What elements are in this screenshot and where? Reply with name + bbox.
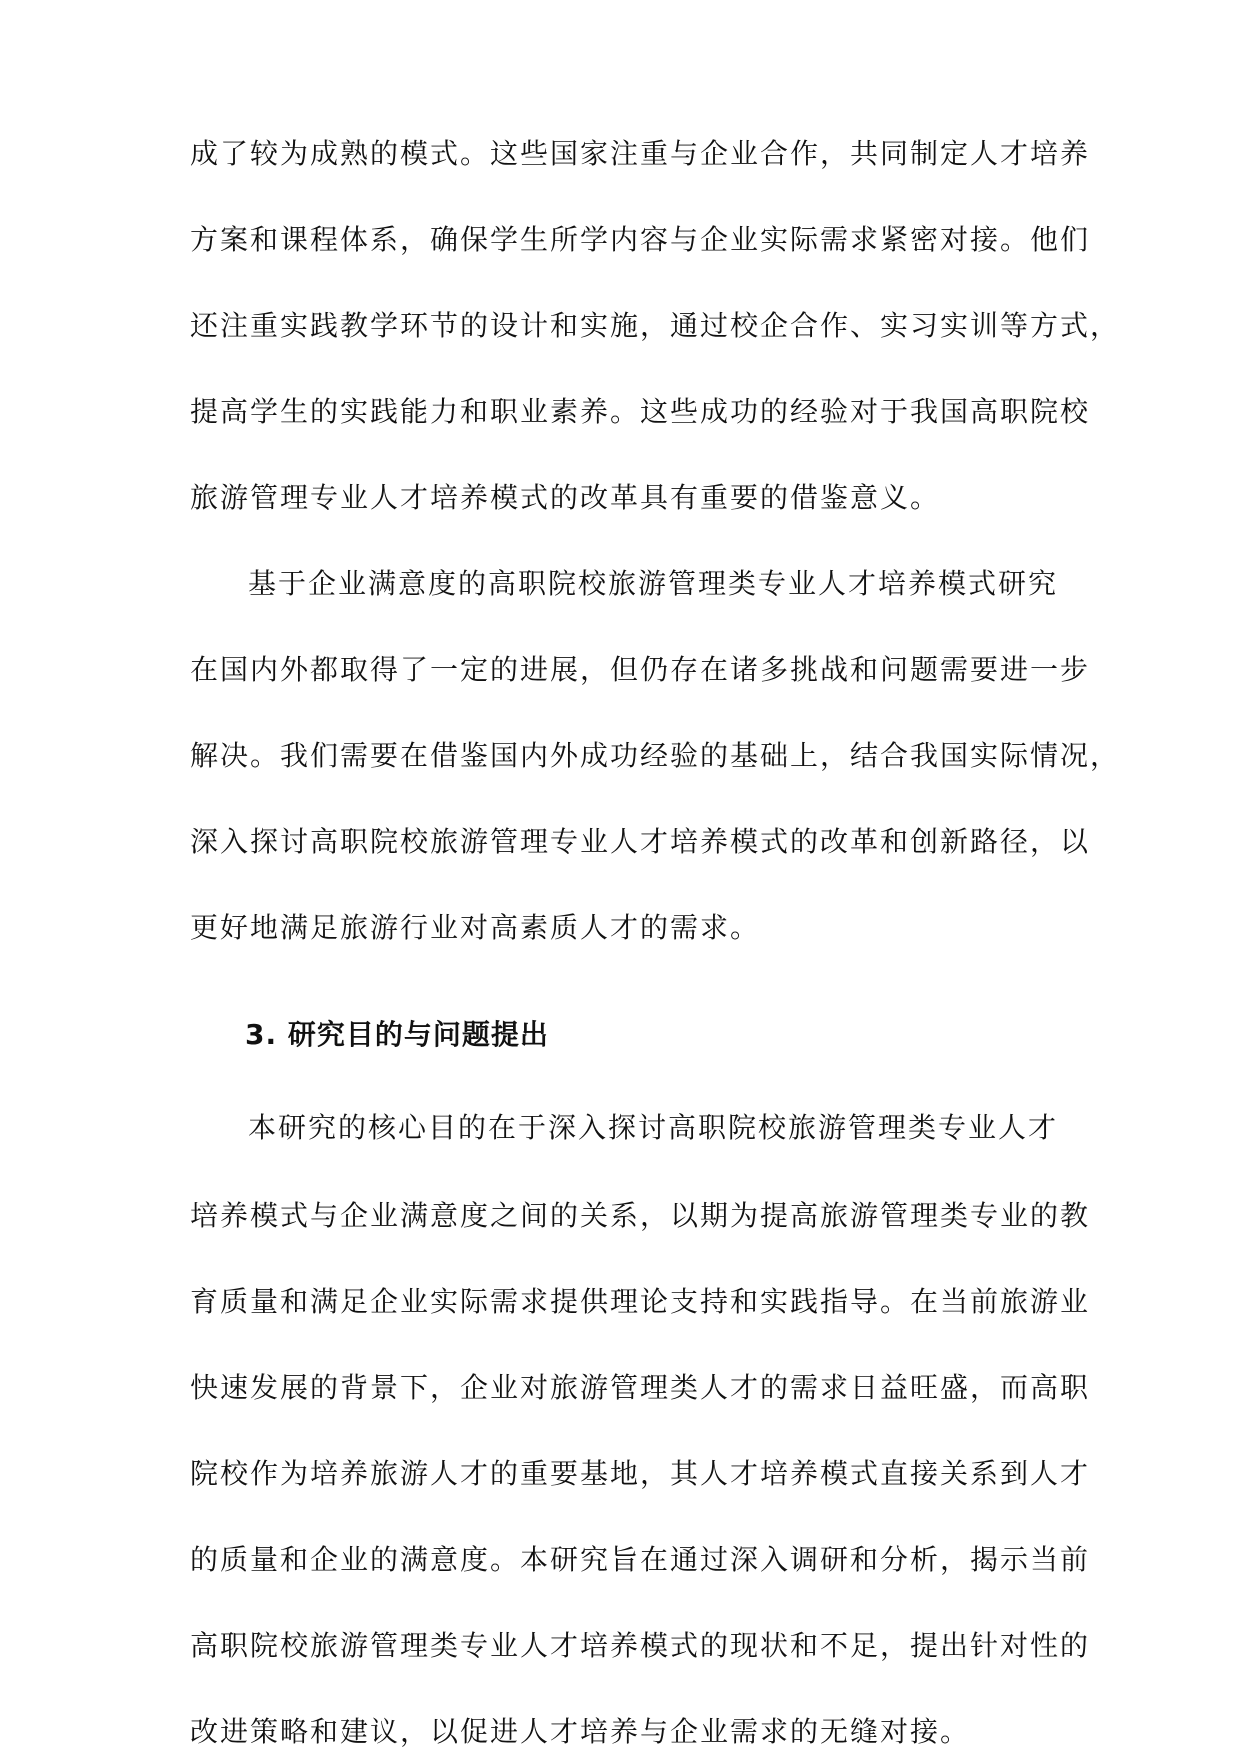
paragraph-3-line-2: 培养模式与企业满意度之间的关系，以期为提高旅游管理类专业的教 — [190, 1199, 1091, 1232]
section-heading: 3. 研究目的与问题提出 — [245, 1018, 549, 1051]
paragraph-3-line-4: 快速发展的背景下，企业对旅游管理类人才的需求日益旺盛，而高职 — [190, 1371, 1091, 1404]
paragraph-3-line-5: 院校作为培养旅游人才的重要基地，其人才培养模式直接关系到人才 — [190, 1457, 1091, 1490]
paragraph-1-line-5: 旅游管理专业人才培养模式的改革具有重要的借鉴意义。 — [190, 481, 941, 514]
paragraph-3-line-7: 高职院校旅游管理类专业人才培养模式的现状和不足，提出针对性的 — [190, 1629, 1091, 1662]
paragraph-3-line-3: 育质量和满足企业实际需求提供理论支持和实践指导。在当前旅游业 — [190, 1285, 1091, 1318]
paragraph-2-line-4: 深入探讨高职院校旅游管理专业人才培养模式的改革和创新路径，以 — [190, 825, 1091, 858]
paragraph-2-line-1: 基于企业满意度的高职院校旅游管理类专业人才培养模式研究 — [248, 567, 1059, 600]
paragraph-1-line-1: 成了较为成熟的模式。这些国家注重与企业合作，共同制定人才培养 — [190, 137, 1091, 170]
paragraph-3-line-1: 本研究的核心目的在于深入探讨高职院校旅游管理类专业人才 — [248, 1111, 1059, 1144]
paragraph-2-line-2: 在国内外都取得了一定的进展，但仍存在诸多挑战和问题需要进一步 — [190, 653, 1091, 686]
paragraph-3-line-8: 改进策略和建议，以促进人才培养与企业需求的无缝对接。 — [190, 1715, 971, 1748]
paragraph-1-line-4: 提高学生的实践能力和职业素养。这些成功的经验对于我国高职院校 — [190, 395, 1091, 428]
paragraph-1-line-2: 方案和课程体系，确保学生所学内容与企业实际需求紧密对接。他们 — [190, 223, 1091, 256]
paragraph-1-line-3: 还注重实践教学环节的设计和实施，通过校企合作、实习实训等方式， — [190, 309, 1121, 342]
paragraph-2-line-3: 解决。我们需要在借鉴国内外成功经验的基础上，结合我国实际情况， — [190, 739, 1121, 772]
paragraph-2-line-5: 更好地满足旅游行业对高素质人才的需求。 — [190, 911, 761, 944]
paragraph-3-line-6: 的质量和企业的满意度。本研究旨在通过深入调研和分析，揭示当前 — [190, 1543, 1091, 1576]
